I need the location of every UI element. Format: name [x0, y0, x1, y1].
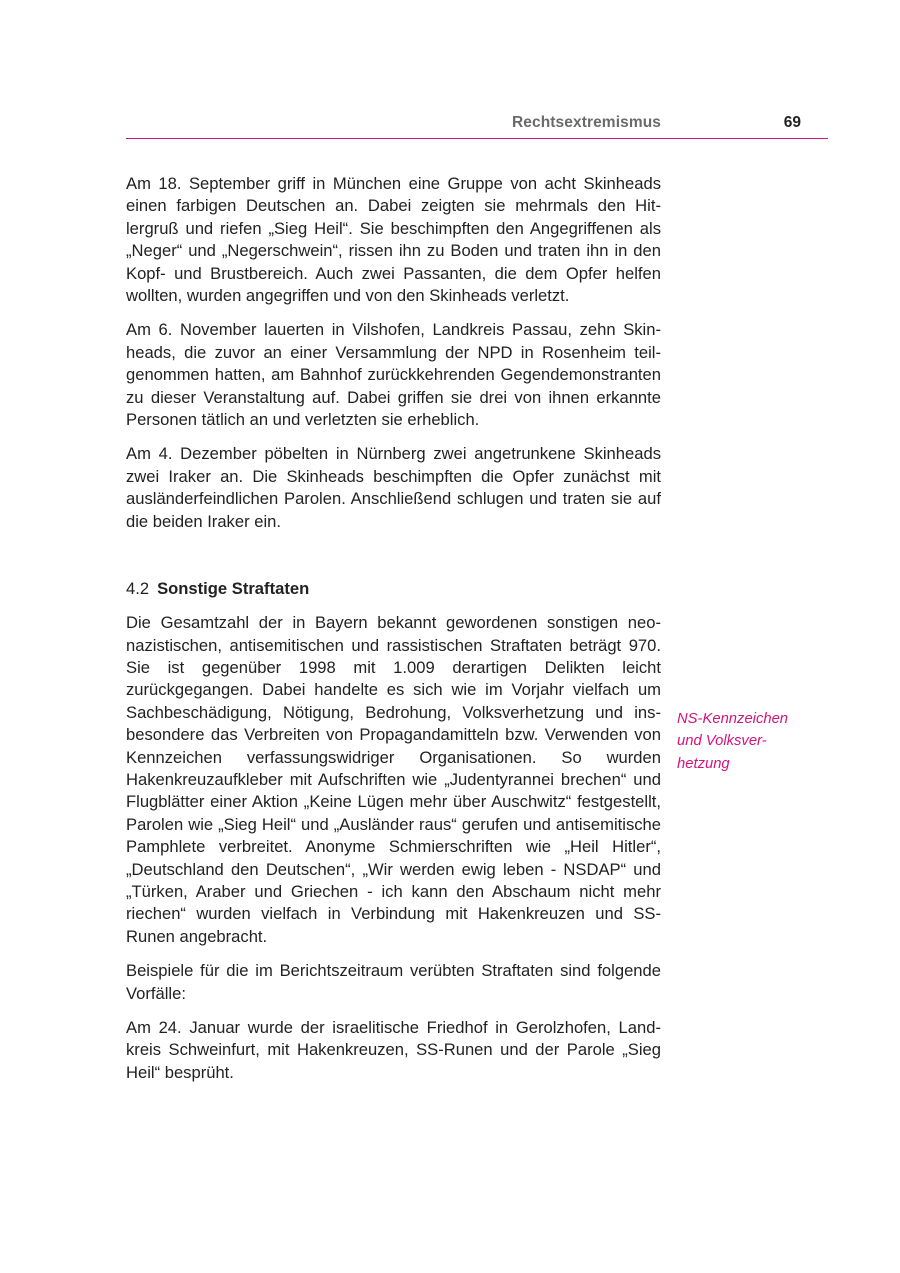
paragraph-vilshofen-incident: Am 6. November lauerten in Vilshofen, Landkreis Passau, zehn Skinheads, die zuvor an einer Versammlung der NPD in Rosenheim teilgenommen hatten, am Bahnhof zurückkehrenden Gegendemonstranten zu dieser Veranstaltung auf. Dabei griffen sie drei von ihnen erkannte Personen tätlich an und verletzten sie erheblich. [126, 320, 661, 430]
page-number: 69 [783, 114, 801, 131]
margin-note-line: NS-Kennzeichen [677, 711, 789, 727]
paragraph-examples-intro: Beispiele für die im Berichtszeitraum verübten Straftaten sind folgende Vorfälle: [126, 961, 661, 1003]
section-number: 4.2 [126, 579, 150, 599]
margin-note-line: hetzung [677, 755, 730, 772]
section-title: Sonstige Straftaten [157, 579, 310, 599]
section-heading [126, 578, 661, 600]
running-title: Rechtsextremismus [511, 114, 661, 131]
main-text [126, 173, 661, 1084]
margin-note-line: und Volksver- [677, 733, 767, 750]
paragraph-gerolzhofen-incident: Am 24. Januar wurde der israelitische Friedhof in Gerolzhofen, Landkreis Schweinfurt, mit Hakenkreuzen, SS-Runen und der Parole „Sieg Heil“ besprüht. [126, 1018, 661, 1082]
running-header [126, 114, 828, 139]
margin-note [677, 708, 807, 775]
paragraph-total-offences: Die Gesamtzahl der in Bayern bekannt gewordenen sonstigen neonazistischen, antisemitischen und rassistischen Straftaten beträgt 970. Sie ist gegenüber 1998 mit 1.009 derartigen Delikten leicht zurückgegangen. Dabei handelte es sich wie im Vorjahr vielfach um Sachbeschädigung, Nötigung, Bedrohung, Volksverhetzung und insbesondere das Verbreiten von Propagandamitteln bzw. Verwenden von Kennzeichen verfassungswidriger Organisationen. So wurden Hakenkreuzaufkleber mit Aufschriften wie „Judentyrannei brechen“ und Flugblätter einer Aktion „Keine Lügen mehr über Auschwitz“ festgestellt, Parolen wie „Sieg Heil“ und „Ausländer raus“ gerufen und antisemitische Pamphlete verbreitet. Anonyme Schmierschriften wie „Heil Hitler“, „Deutschland den Deutschen“, „Wir werden ewig leben - NSDAP“ und „Türken, Araber und Griechen - ich kann den Abschaum nicht mehr riechen“ wurden vielfach in Verbindung mit Hakenkreuzen und SS-Runen angebracht. [126, 613, 661, 946]
paragraph-munich-incident: Am 18. September griff in München eine Gruppe von acht Skinheads einen farbigen Deutschen an. Dabei zeigten sie mehrmals den Hitlergruß und riefen „Sieg Heil“. Sie beschimpften den Angegriffenen als „Neger“ und „Negerschwein“, rissen ihn zu Boden und traten ihn in den Kopf- und Brustbereich. Auch zwei Passanten, die dem Opfer helfen wollten, wurden angegriffen und von den Skinheads verletzt. [126, 174, 661, 306]
paragraph-nuremberg-incident: Am 4. Dezember pöbelten in Nürnberg zwei angetrunkene Skinheads zwei Iraker an. Die Skinheads beschimpften die Opfer zunächst mit ausländerfeindlichen Parolen. Anschließend schlugen und traten sie auf die beiden Iraker ein. [126, 444, 661, 531]
